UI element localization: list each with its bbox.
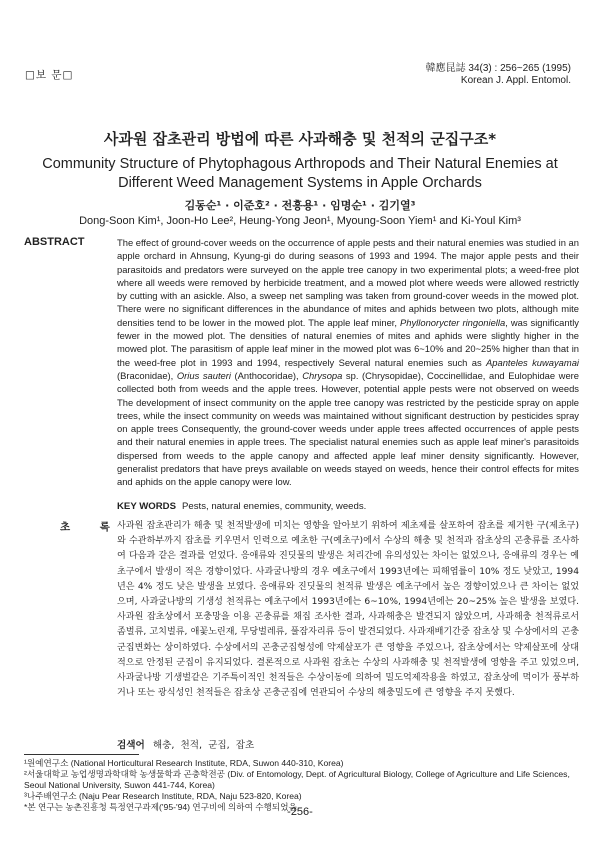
keywords-text: Pests, natural enemies, community, weeds.	[182, 501, 367, 512]
abstract-part-4: (Anthocoridae),	[230, 369, 303, 381]
abstract-part-3: (Braconidae),	[117, 369, 177, 381]
abstract-part-1: The effect of ground-cover weeds on the occurrence of apple pests and their natural enemies was studied in an apple orchard in Ahnsung, Kyung-gi do during seasons of 1993 and 1994. The major apple pests and their parasitoids and predators were surveyed on the apple tree canopy in two experimental plots; a weed-free plot where all weeds were removed by herbicide treatment, and a mowed plot where weeds were allowed restrictly by cutting with an asickle. Also, a sweep net sampling was taken from ground-cover weeds in the mowed plot. There were no significant differences in the abundance of mites and aphids between two plots, although mite densities tend to be lower in the mowed plot. The apple leaf miner,	[117, 237, 579, 328]
keywords-label: KEY WORDS	[117, 501, 176, 512]
summary-heading: 초 록	[60, 521, 110, 533]
journal-citation-en: Korean J. Appl. Entomol.	[460, 75, 571, 86]
species-name: Phyllonorycter ringoniella	[400, 316, 506, 328]
keywords-ko-label: 검색어	[117, 740, 145, 751]
section-label: □보 문□	[25, 69, 74, 81]
keywords-ko-text: 해충, 천적, 군집, 잡초	[152, 740, 255, 751]
page-number: -256-	[287, 806, 313, 818]
footnote: ³나주배연구소 (Naju Pear Research Institute, RDA, Naju 523-820, Korea)	[24, 791, 302, 801]
title-korean: 사과원 잡초관리 방법에 따른 사과해충 및 천적의 군집구조*	[103, 130, 497, 148]
abstract-heading: ABSTRACT	[24, 236, 85, 248]
footnotes	[24, 758, 579, 813]
species-name: Orius sauteri	[176, 369, 231, 381]
title-english: Community Structure of Phytophagous Arthropods and Their Natural Enemies at Different Weed Management Systems in Apple Orchards	[42, 156, 558, 191]
authors-korean: 김동순¹ · 이준호² · 전흥용¹ · 임명순¹ · 김기열³	[184, 199, 416, 212]
species-name: Apanteles kuwayamai	[486, 356, 579, 368]
footnote: ¹원예연구소 (National Horticultural Research Institute, RDA, Suwon 440-310, Korea)	[24, 758, 344, 768]
authors-english: Dong-Soon Kim¹, Joon-Ho Lee², Heung-Yong Jeon¹, Myoung-Soon Yiem¹ and Ki-Youl Kim³	[79, 215, 521, 227]
keywords-english	[117, 501, 366, 512]
species-name: Chrysopa	[302, 369, 343, 381]
keywords-korean	[117, 737, 254, 751]
abstract-part-2: , was significantly fewer in the mowed plot. The densities of natural enemies of mites and aphids were slightly higher in the mowed plot. The parasitism of apple leaf miner in the mowed plot was 6~10% and 20~25% higher than that in the weed-free plot in 1993 and 1994, respectively Several natural enemies such as	[117, 316, 579, 368]
footnote-divider	[24, 754, 139, 755]
abstract-part-5: sp. (Chrysopidae), Coccinellidae, and Eulophidae were collected both from weeds and the apple trees. However, potential apple pests were not observed on weeds The development of insect community on the apple tree canopy was restricted by the pesticide spray on apple trees, while the insect community on weeds was maintained without significant destruction by pesticides spray on apple trees Consequently, the ground-cover weeds under apple trees affected occurrences of apple pests and their natural enemies in apple trees. The specialist natural enemies such as apple leaf miner's parasitoids dispersed from weeds to the apple canopy and affected apple leaf miner density significantly. However, generalist predators that have preys available on weeds stayed on weeds, hence their control effects for mites and aphids on the apple canopy were low.	[117, 369, 579, 488]
footnote: *본 연구는 농촌진흥청 특정연구과제('95-'94) 연구비에 의하여 수행되었음.	[24, 802, 300, 812]
abstract-text	[117, 236, 579, 489]
journal-citation-ko: 韓應昆誌 34(3) : 256~265 (1995)	[425, 63, 571, 74]
summary-text: 사과원 잡초관리가 해충 및 천적발생에 미치는 영향을 알아보기 위하여 제초제를 살포하여 잡초를 제거한 구(제초구)와 수관하부까지 잡초를 키우면서 인력으로 예초한 구(예초구)에서 수상의 해충 및 천적과 잡초상의 곤충류를 조사하여 다음과 같은 결과를 얻었다. 응애류와 진딧물의 발생은 처리간에 유의성있는 차이는 없었으나, 응애류의 경우는 예초구에서 발생이 적은 경향이었다. 사과굴나방의 경우 예초구에서 1993년에는 피해엽률이 10% 정도 낮았고, 1994년은 4% 정도 낮은 발생을 보였다. 응애류와 진딧물의 천적류 발생은 예초구에서 높은 경향이었으나 큰 차이는 없었으며, 사과굴나방의 기생성 천적류는 예초구에서 1993년에는 6~10%, 1994년에는 20~25% 높은 발생을 보였다. 사과원 잡초상에서 포충망을 이용 곤충류를 채집 조사한 결과, 사과해충은 발견되지 않았으며, 사과해충 천적류로서 좀벌류, 고치벌류, 애꽃노린재, 무당벌레류, 풀잠자리류 등이 발견되었다. 사과재배기간중 잡초상 및 수상에서의 곤충군집변화는 상이하였다. 수상에서의 곤충군집형성에 약제살포가 큰 영향을 주었으나, 잡초상에서는 약제살포에 상대적으로 안정된 군집이 유지되었다. 결론적으로 사과원 잡초는 수상의 사과해충 및 천적발생에 영향을 주고 있었으며, 사과굴나방 기생벌같은 기주특이적인 천적들은 수상이동에 의하여 밀도억제작용을 하였고, 잡초상에 먹이가 풍부하거나 또는 광식성인 천적들은 잡초상 곤충군집에 연관되어 수상의 해충밀도에 큰 영향을 주지 못했다.	[117, 521, 579, 699]
journal-citation	[426, 63, 571, 87]
footnote: ²서울대학교 농업생명과학대학 농생물학과 곤충학전공 (Div. of Entomology, Dept. of Agricultural Biology, College of Agriculture and Life Sciences, Seoul National University, Suwon 441-744, Korea)	[24, 769, 570, 790]
